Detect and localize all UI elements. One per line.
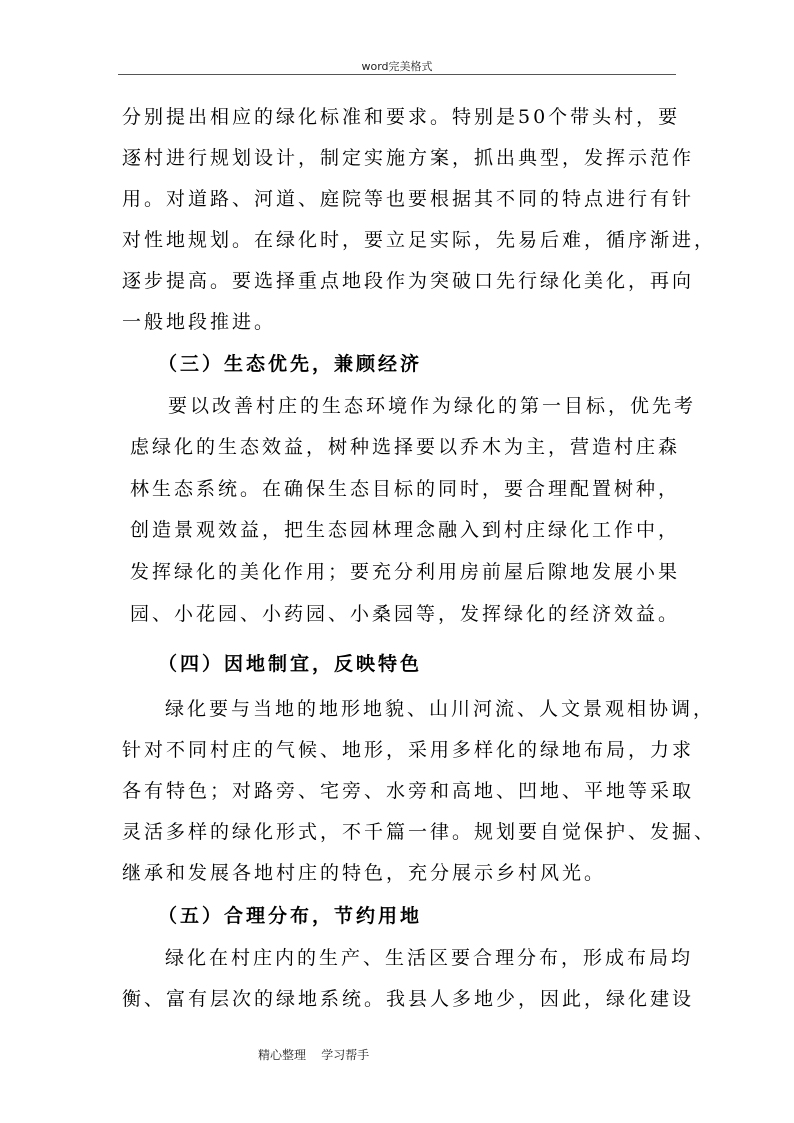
body-line: 灵活多样的绿化形式，不千篇一律。规划要自觉保护、发掘、 bbox=[122, 821, 717, 843]
section-heading: （四）因地制宜，反映特色 bbox=[158, 653, 423, 675]
section-heading: （三）生态优先，兼顾经济 bbox=[158, 353, 423, 375]
body-line: 用。对道路、河道、庭院等也要根据其不同的特点进行有针 bbox=[122, 188, 695, 210]
body-line: 发挥绿化的美化作用；要充分利用房前屋后隙地发展小果 bbox=[130, 561, 681, 583]
body-line: 对性地规划。在绿化时，要立足实际，先易后难，循序渐进， bbox=[122, 229, 717, 251]
body-line: 创造景观效益，把生态园林理念融入到村庄绿化工作中， bbox=[130, 519, 681, 541]
body-line: 继承和发展各地村庄的特色，充分展示乡村风光。 bbox=[122, 862, 607, 884]
body-line: 一般地段推进。 bbox=[122, 311, 277, 333]
body-line: 逐村进行规划设计，制定实施方案，抓出典型，发挥示范作 bbox=[122, 147, 695, 169]
body-line: 要以改善村庄的生态环境作为绿化的第一目标，优先考 bbox=[168, 395, 697, 417]
header-rule bbox=[118, 74, 676, 75]
body-line: 园、小花园、小药园、小桑园等，发挥绿化的经济效益。 bbox=[130, 603, 681, 625]
page-footer: 精心整理 学习帮手 bbox=[258, 1048, 370, 1062]
body-line: 针对不同村庄的气候、地形，采用多样化的绿地布局，力求 bbox=[122, 739, 695, 761]
body-line: 林生态系统。在确保生态目标的同时，要合理配置树种， bbox=[130, 478, 681, 500]
body-line: 虑绿化的生态效益，树种选择要以乔木为主，营造村庄森 bbox=[130, 436, 681, 458]
body-line: 绿化在村庄内的生产、生活区要合理分布，形成布局均 bbox=[165, 947, 694, 969]
body-line: 衡、富有层次的绿地系统。我县人多地少，因此，绿化建设 bbox=[122, 988, 695, 1010]
header-title: word完美格式 bbox=[361, 60, 433, 73]
body-line: 绿化要与当地的地形地貌、山川河流、人文景观相协调， bbox=[165, 698, 716, 720]
body-line: 分别提出相应的绿化标准和要求。特别是50个带头村，要 bbox=[122, 106, 681, 128]
body-line: 逐步提高。要选择重点地段作为突破口先行绿化美化，再向 bbox=[122, 270, 695, 292]
section-heading: （五）合理分布，节约用地 bbox=[158, 905, 423, 927]
body-line: 各有特色；对路旁、宅旁、水旁和高地、凹地、平地等采取 bbox=[122, 780, 695, 802]
